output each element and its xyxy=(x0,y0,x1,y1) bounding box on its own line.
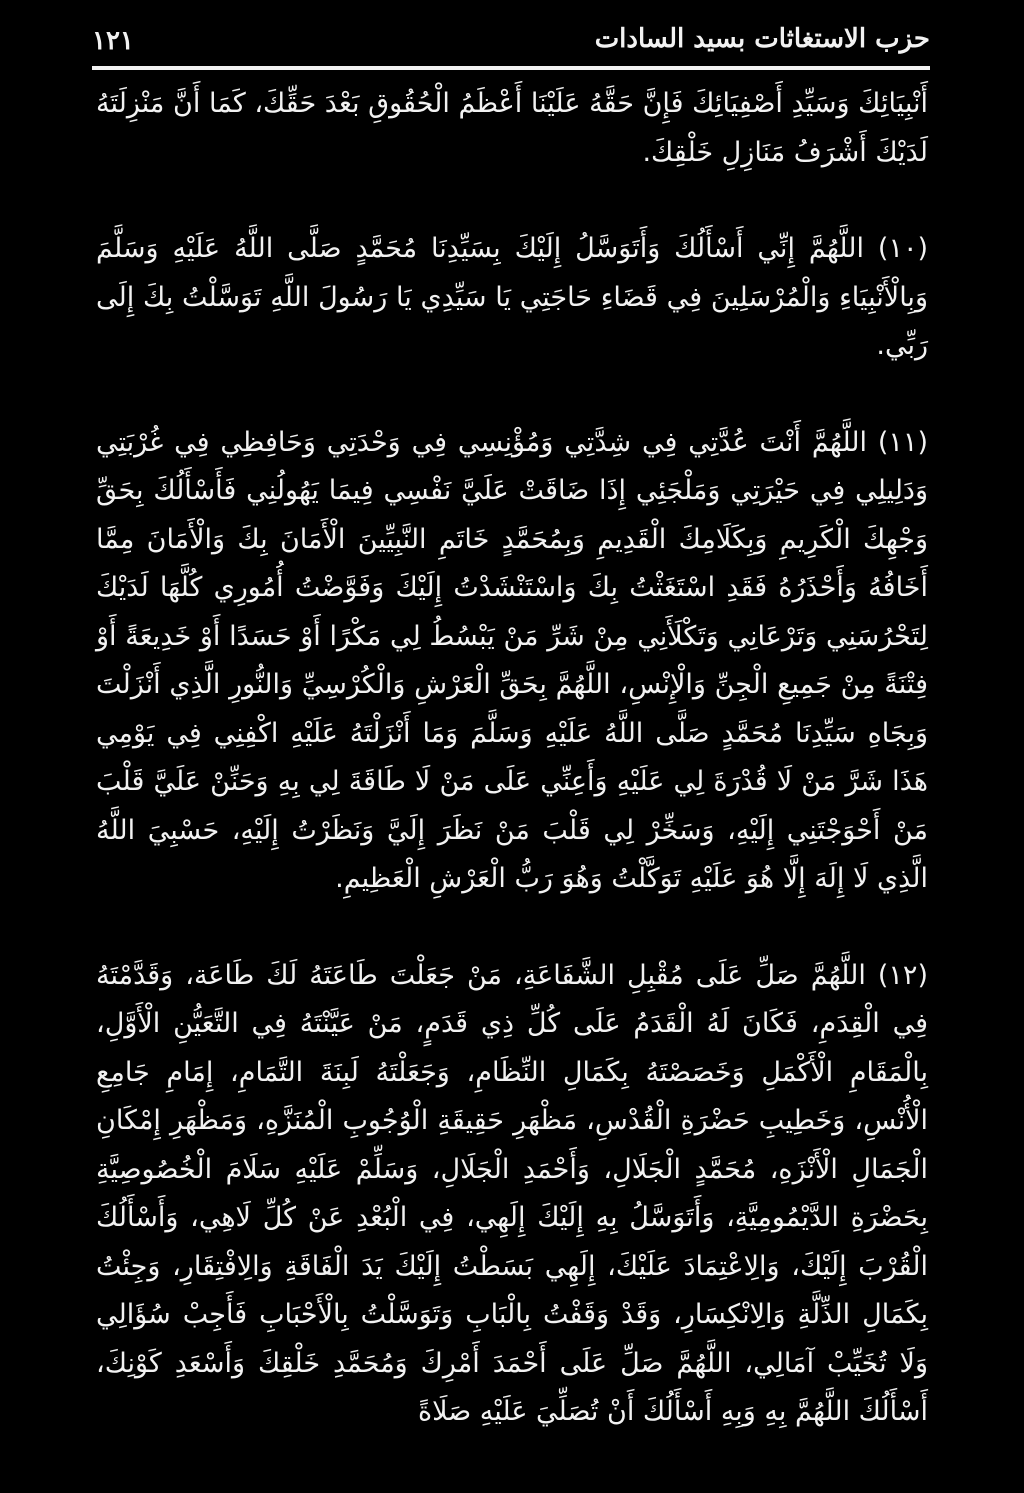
running-title: حزب الاستغاثات بسيد السادات xyxy=(594,24,930,54)
paragraph-12 xyxy=(96,952,928,1437)
paragraph-number: (١١) xyxy=(877,426,928,458)
paragraph-text: أَنْبِيَائِكَ وَسَيِّدِ أَصْفِيَائِكَ فَإِنَّ حَقَّهُ عَلَيْنَا أَعْظَمُ الْحُقُوقِ بَعْدَ حَقِّكَ، كَمَا أَنَّ مَنْزِلَتَهُ لَدَيْكَ أَشْرَفُ مَنَازِلِ خَلْقِكَ. xyxy=(96,88,928,168)
header-divider xyxy=(92,66,930,70)
page-header xyxy=(92,22,930,62)
paragraph-number: (١٠) xyxy=(877,233,928,264)
paragraph-continuation xyxy=(96,80,928,177)
body-text xyxy=(96,80,928,1437)
paragraph-text: اللَّهُمَّ صَلِّ عَلَى مُقْبِلِ الشَّفَاعَةِ، مَنْ جَعَلْتَ طَاعَتَهُ لَكَ طَاعَة، وَقَدَّمْتَهُ فِي الْقِدَمِ، فَكَانَ لَهُ الْقَدَمُ عَلَى كُلِّ ذِي قَدَمٍ، مَنْ عَيَّنْتَهُ فِي التَّعَيُّنِ الْأَوَّلِ، بِالْمَقَامِ الْأَكْمَلِ وَخَصَصْتَهُ بِكَمَالِ النِّظَامِ، وَجَعَلْتَهُ لَبِنَةَ التَّمَامِ، إِمَامِ جَامِعِ الْأُنْسِ، وَخَطِيبِ حَضْرَةِ الْقُدْسِ، مَظْهَرِ حَقِيقَةِ الْوُجُوبِ الْمُنَزَّهِ، وَمَظْهَرِ إِمْكَانِ الْجَمَالِ الْأَنْزَهِ، مُحَمَّدٍ الْجَلَالِ، وَأَحْمَدِ الْجَلَالِ، وَسَلِّمْ عَلَيْهِ سَلَامَ الْخُصُوصِيَّةِ بِحَضْرَةِ الدَّيْمُومِيَّةِ، وَأَتَوَسَّلُ بِهِ إِلَيْكَ إِلَهِي، فِي الْبُعْدِ عَنْ كُلِّ لَاهِي، وَأَسْأَلُكَ الْقُرْبَ إِلَيْكَ، وَالِاعْتِمَادَ عَلَيْكَ، إِلَهِي بَسَطْتُ إِلَيْكَ يَدَ الْفَاقَةِ وَالِافْتِقَارِ، وَجِئْتُ بِكَمَالِ الذِّلَّةِ وَالِانْكِسَارِ، وَقَدْ وَقَفْتُ بِالْبَابِ وَتَوَسَّلْتُ بِالْأَحْبَابِ فَأَجِبْ سُؤَالِي وَلَا تُخَيِّبْ آمَالِي، اللَّهُمَّ صَلِّ عَلَى أَحْمَدَ أَمْرِكَ وَمُحَمَّدِ خَلْقِكَ وَأَسْعَدِ كَوْنِكَ، أَسْأَلُكَ اللَّهُمَّ بِهِ وَبِهِ أَسْأَلُكَ أَنْ تُصَلِّيَ عَلَيْهِ صَلَاةً xyxy=(96,959,928,1427)
paragraph-10 xyxy=(96,225,928,371)
page-number: ١٢١ xyxy=(92,26,134,56)
paragraph-number: (١٢) xyxy=(877,959,928,991)
paragraph-text: اللَّهُمَّ إِنِّي أَسْأَلُكَ وَأَتَوَسَّلُ إِلَيْكَ بِسَيِّدِنَا مُحَمَّدٍ صَلَّى اللَّهُ عَلَيْهِ وَسَلَّمَ وَبِالْأَنْبِيَاءِ وَالْمُرْسَلِينَ فِي قَضَاءِ حَاجَتِي يَا سَيِّدِي يَا رَسُولَ اللَّهِ تَوَسَّلْتُ بِكَ إِلَى رَبِّي. xyxy=(96,233,928,361)
paragraph-11 xyxy=(96,419,928,904)
paragraph-text: اللَّهُمَّ أَنْتَ عُدَّتِي فِي شِدَّتِي وَمُؤْنِسِي فِي وَحْدَتِي وَحَافِظِي فِي غُرْبَتِي وَدَلِيلِي فِي حَيْرَتِي وَمَلْجَئِي إِذَا ضَاقَتْ عَلَيَّ نَفْسِي فِيمَا يَهُولُنِي فَأَسْأَلُكَ بِحَقِّ وَجْهِكَ الْكَرِيمِ وَبِكَلَامِكَ الْقَدِيمِ وَبِمُحَمَّدٍ خَاتَمِ النَّبِيِّينَ الْأَمَانَ بِكَ وَالْأَمَانَ مِمَّا أَخَافُهُ وَأَحْذَرُهُ فَقَدِ اسْتَغَثْتُ بِكَ وَاسْتَنْشَدْتُ إِلَيْكَ وَفَوَّضْتُ أُمُورِي كُلَّهَا لَدَيْكَ لِتَحْرُسَنِي وَتَرْعَانِي وَتَكْلَأَنِي مِنْ شَرِّ مَنْ يَبْسُطُ لِي مَكْرًا أَوْ حَسَدًا أَوْ خَدِيعَةً أَوْ فِتْنَةً مِنْ جَمِيعِ الْجِنِّ وَالْإِنْسِ، اللَّهُمَّ بِحَقِّ الْعَرْشِ وَالْكُرْسِيِّ وَالنُّورِ الَّذِي أَنْزَلْتَ وَبِجَاهِ سَيِّدِنَا مُحَمَّدٍ صَلَّى اللَّهُ عَلَيْهِ وَسَلَّمَ وَمَا أَنْزَلْتَهُ عَلَيْهِ اكْفِنِي فِي يَوْمِي هَذَا شَرَّ مَنْ لَا قُدْرَةَ لِي عَلَيْهِ وَأَعِنِّي عَلَى مَنْ لَا طَاقَةَ لِي بِهِ وَحَنِّنْ عَلَيَّ قَلْبَ مَنْ أَحْوَجْتَنِي إِلَيْهِ، وَسَخِّرْ لِي قَلْبَ مَنْ نَظَرَ إِلَيَّ وَنَظَرْتُ إِلَيْهِ، حَسْبِيَ اللَّهُ الَّذِي لَا إِلَهَ إِلَّا هُوَ عَلَيْهِ تَوَكَّلْتُ وَهُوَ رَبُّ الْعَرْشِ الْعَظِيمِ. xyxy=(96,426,928,894)
